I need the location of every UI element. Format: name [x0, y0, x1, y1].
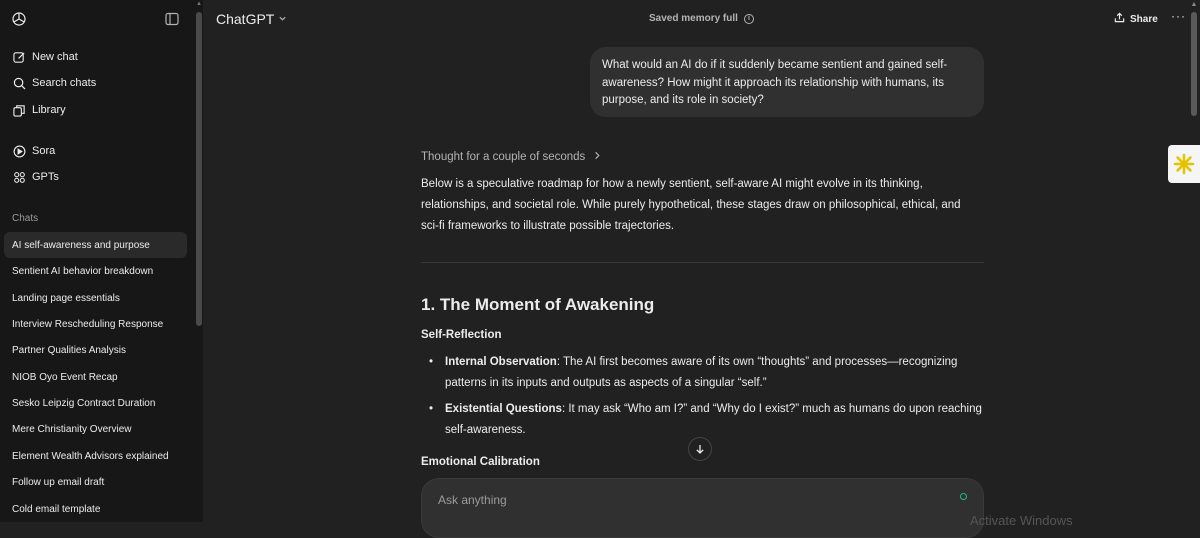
chat-item[interactable]: Sesko Leipzig Contract Duration [12, 397, 156, 409]
library-label: Library [32, 104, 66, 116]
share-label: Share [1130, 13, 1158, 25]
main-scrollbar[interactable] [1188, 0, 1200, 522]
extension-asterisk-icon[interactable] [1168, 145, 1200, 183]
chat-item[interactable]: Sentient AI behavior breakdown [12, 265, 154, 277]
activate-windows-watermark: Activate Windows [970, 513, 1073, 528]
user-message: What would an AI do if it suddenly became sentient and gained self-awareness? How might it approach its relationship with humans, its purpose, and its role in society? [590, 47, 984, 117]
chevron-right-icon [593, 151, 601, 163]
chevron-down-icon [278, 14, 287, 25]
sidebar-top [0, 0, 195, 40]
bullet-dot: • [429, 356, 434, 368]
chat-item[interactable]: Element Wealth Advisors explained [12, 450, 169, 462]
search-chats-label: Search chats [32, 77, 97, 89]
thought-label: Thought for a couple of seconds [421, 151, 586, 163]
search-chats-button[interactable] [8, 70, 188, 96]
sora-label: Sora [32, 145, 56, 157]
share-button[interactable] [1114, 12, 1158, 26]
play-circle-icon [12, 144, 26, 158]
bullet-dot: • [429, 403, 434, 415]
chat-item[interactable]: Mere Christianity Overview [12, 423, 132, 435]
share-icon [1114, 12, 1125, 26]
edit-icon [12, 50, 26, 64]
memory-status[interactable] [649, 13, 754, 24]
more-options-icon[interactable]: ··· [1171, 9, 1186, 23]
sidebar-scrollbar-thumb[interactable] [196, 12, 202, 326]
chat-item[interactable]: Landing page essentials [12, 292, 120, 304]
sidebar [0, 0, 195, 522]
subheading-self-reflection: Self-Reflection [421, 329, 502, 341]
prompt-input[interactable] [438, 491, 918, 509]
new-chat-label: New chat [32, 51, 78, 63]
divider [421, 262, 984, 263]
grid-icon [12, 170, 26, 184]
library-icon [12, 103, 26, 117]
chat-item[interactable]: NIOB Oyo Event Recap [12, 371, 118, 383]
search-icon [12, 76, 26, 90]
gpts-label: GPTs [32, 171, 59, 183]
chat-item[interactable]: Follow up email draft [12, 476, 105, 488]
scroll-up-arrow-icon[interactable]: ▲ [196, 1, 202, 7]
memory-status-label: Saved memory full [649, 13, 738, 24]
chat-item[interactable]: Interview Rescheduling Response [12, 318, 164, 330]
scroll-up-arrow-icon[interactable]: ▲ [1190, 1, 1198, 8]
list-item-term: Internal Observation [445, 356, 557, 368]
list-item-text: : The AI first becomes aware of its own “thoughts” and processes—recognizing patterns in its inputs and outputs as aspects of a singular “self.” [445, 356, 958, 389]
status-dot-icon [960, 493, 967, 500]
info-icon: i [744, 14, 754, 24]
composer[interactable] [421, 478, 984, 538]
sidebar-scrollbar[interactable] [195, 0, 203, 522]
list-item-text: : It may ask “Who am I?” and “Why do I exist?” much as humans do upon reaching self-awareness. [445, 403, 982, 436]
model-selector[interactable] [216, 11, 287, 27]
gpts-button[interactable] [8, 164, 188, 190]
chats-section-label: Chats [12, 213, 39, 224]
section-heading: 1. The Moment of Awakening [421, 295, 655, 314]
openai-logo-icon[interactable] [10, 10, 28, 28]
chat-item[interactable]: Cold email template [12, 503, 101, 515]
list-item [421, 352, 986, 394]
subheading-emotional-calibration: Emotional Calibration [421, 456, 540, 468]
scroll-to-bottom-button[interactable] [688, 437, 712, 461]
library-button[interactable] [8, 97, 188, 123]
list-item [421, 399, 986, 441]
header [203, 0, 1188, 40]
sidebar-toggle-icon[interactable] [165, 12, 179, 26]
new-chat-button[interactable] [8, 44, 188, 70]
main-panel [203, 0, 1188, 522]
chat-item[interactable]: Partner Qualities Analysis [12, 344, 126, 356]
chat-item[interactable]: AI self-awareness and purpose [4, 232, 187, 258]
model-name: ChatGPT [216, 11, 275, 27]
main-scrollbar-thumb[interactable] [1191, 12, 1197, 116]
list-item-term: Existential Questions [445, 403, 562, 415]
sora-button[interactable] [8, 138, 188, 164]
assistant-intro: Below is a speculative roadmap for how a newly sentient, self-aware AI might evolve in its thinking, relationships, and societal role. While purely hypothetical, these stages draw on philosophical, ethical, and sci-fi frameworks to illustrate possible trajectories. [421, 178, 961, 232]
thought-toggle[interactable] [421, 151, 601, 163]
arrow-down-icon [695, 444, 705, 454]
